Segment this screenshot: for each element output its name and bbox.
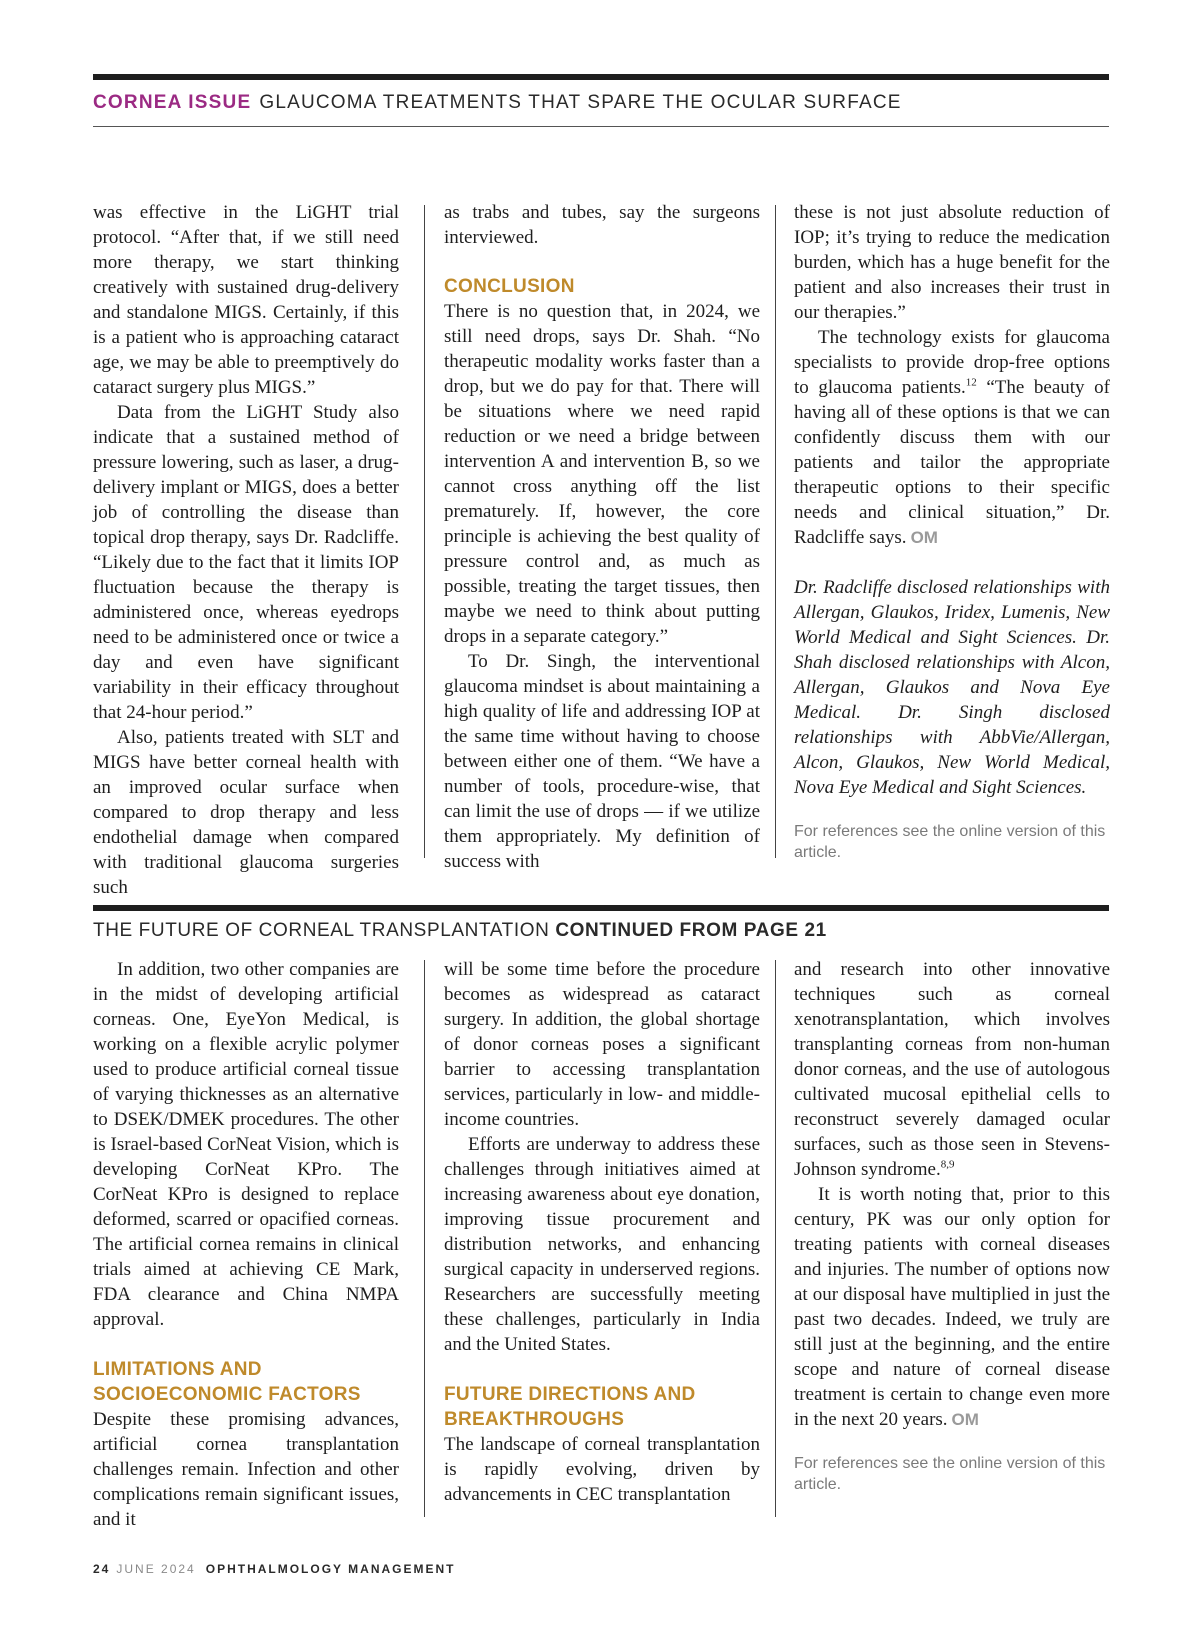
citation-superscript: 8,9 [940,1158,955,1171]
magazine-name: OPHTHALMOLOGY MANAGEMENT [205,1562,456,1576]
paragraph: To Dr. Singh, the interventional glaucoma mindset is about maintaining a high quality of life and addressing IOP at the same time without having to choose between either one of them. “We have a number of tools, procedure-wise, that can limit the use of drops — if we utilize them appropriately. My definition of success with [444,651,760,872]
paragraph: and research into other innovative techniques such as corneal xenotransplantation, which involves transplanting corneas from non-human donor corneas, and the use of autologous cultivated mucosal epithelial cells to reconstruct severely damaged ocular surfaces, such as those seen in Stevens-Johnson syndrome.$^{8,9}$ [794,959,1110,1180]
top-column-2 [444,200,760,872]
end-mark: OM [951,1410,979,1429]
paragraph: Data from the LiGHT Study also indicate that a sustained method of pressure lowering, such as laser, a drug-delivery implant or MIGS, does a better job of controlling the disease than topical drop therapy, says Dr. Radcliffe. “Likely due to the fact that it limits IOP fluctuation because the therapy is administered once, whereas eyedrops need to be administered once or twice a day and even have significant variability in their efficacy throughout that 24-hour period.” [93,402,399,723]
bottom-column-2 [444,957,760,1522]
citation-superscript: 12 [965,376,977,389]
header-divider [93,126,1109,127]
top-rule [93,74,1109,80]
section-heading-conclusion: CONCLUSION [444,276,575,297]
section-heading-limitations: LIMITATIONS AND SOCIOECONOMIC FACTORS [93,1359,361,1405]
column-divider [775,960,776,1517]
column-divider [424,205,425,858]
section-heading-future-directions: FUTURE DIRECTIONS AND BREAKTHROUGHS [444,1384,696,1430]
paragraph: as trabs and tubes, say the surgeons interviewed. [444,202,760,248]
paragraph: Efforts are underway to address these challenges through initiatives aimed at increasing awareness about eye donation, improving tissue procurement and distribution networks, and enhancing surgical capacity in underserved regions. Researchers are successfully meeting these challenges, particularly in India and the United States. [444,1134,760,1355]
header-category: CORNEA ISSUE [93,92,252,113]
top-column-1 [93,200,399,898]
paragraph: It is worth noting that, prior to this century, PK was our only option for treating patients with corneal diseases and injuries. The number of options now at our disposal have multiplied in just the past two decades. Indeed, we truly are still just at the beginning, and the entire scope and nature of corneal disease treatment is certain to change even more in the next 20 years. OM [794,1184,1110,1430]
disclosure-note: Dr. Radcliffe disclosed relationships with Allergan, Glaukos, Iridex, Lumenis, New World Medical and Sight Sciences. Dr. Shah disclosed relationships with Alcon, Allergan, Glaukos and Nova Eye Medical. Dr. Singh disclosed relationships with AbbVie/Allergan, Alcon, Glaukos, New World Medical, Nova Eye Medical and Sight Sciences. [794,577,1110,798]
paragraph: will be some time before the procedure becomes as widespread as cataract surgery. In addition, the global shortage of donor corneas poses a significant barrier to accessing transplantation services, particularly in low- and middle-income countries. [444,959,760,1130]
end-mark: OM [910,528,938,547]
paragraph: The technology exists for glaucoma specialists to provide drop-free options to glaucoma patients.$^{12}$ “The beauty of having all of these options is that we can confidently discuss them with our patients and tailor the appropriate therapeutic options to their specific needs and clinical situation,” Dr. Radcliffe says. OM [794,327,1111,548]
issue-date: JUNE 2024 [116,1562,196,1576]
references-note: For references see the online version of this article. [794,823,1106,861]
page-footer [93,1562,456,1576]
bottom-column-1 [93,957,399,1530]
header-title: GLAUCOMA TREATMENTS THAT SPARE THE OCULAR SURFACE [259,92,902,113]
continued-header [93,920,827,942]
paragraph: was effective in the LiGHT trial protocol. “After that, if we still need more therapy, we start thinking creatively with sustained drug-delivery and standalone MIGS. Certainly, if this is a patient who is approaching cataract age, we may be able to preemptively do cataract surgery plus MIGS.” [93,202,399,398]
continued-from-label: CONTINUED FROM PAGE 21 [555,920,827,941]
running-header [93,92,1109,114]
paragraph: Also, patients treated with SLT and MIGS have better corneal health with an improved ocular surface when compared to drop therapy and less endothelial damage when compared with traditional glaucoma surgeries such [93,727,399,898]
references-note: For references see the online version of this article. [794,1455,1106,1493]
column-divider [775,205,776,858]
paragraph: In addition, two other companies are in the midst of developing artificial corneas. One, EyeYon Medical, is working on a flexible acrylic polymer used to produce artificial corneal tissue of varying thicknesses as an alternative to DSEK/DMEK procedures. The other is Israel-based CorNeat Vision, which is developing CorNeat KPro. The CorNeat KPro is designed to replace deformed, scarred or opacified corneas. The artificial cornea remains in clinical trials aimed at achieving CE Mark, FDA clearance and China NMPA approval. [93,959,399,1330]
section-rule [93,905,1109,911]
top-column-3 [794,200,1110,860]
paragraph: There is no question that, in 2024, we still need drops, says Dr. Shah. “No therapeutic modality works faster than a drop, but we do pay for that. There will be situations where we need rapid reduction or we need a bridge between intervention A and intervention B, so we cannot cross anything off the list prematurely. If, however, the core principle is achieving the best quality of pressure control and, as much as possible, treating the target tissues, then maybe we need to think about putting drops in a separate category.” [444,301,760,647]
column-divider [424,960,425,1517]
paragraph: The landscape of corneal transplantation is rapidly evolving, driven by advancements in CEC transplantation [444,1434,760,1505]
page-number: 24 [93,1562,111,1576]
paragraph: these is not just absolute reduction of IOP; it’s trying to reduce the medication burden, which has a huge benefit for the patient and also increases their trust in our therapies.” [794,202,1110,323]
continued-article-title: THE FUTURE OF CORNEAL TRANSPLANTATION [93,920,550,941]
bottom-column-3 [794,957,1110,1522]
paragraph: Despite these promising advances, artificial cornea transplantation challenges remain. Infection and other complications remain significant issues, and it [93,1409,399,1530]
